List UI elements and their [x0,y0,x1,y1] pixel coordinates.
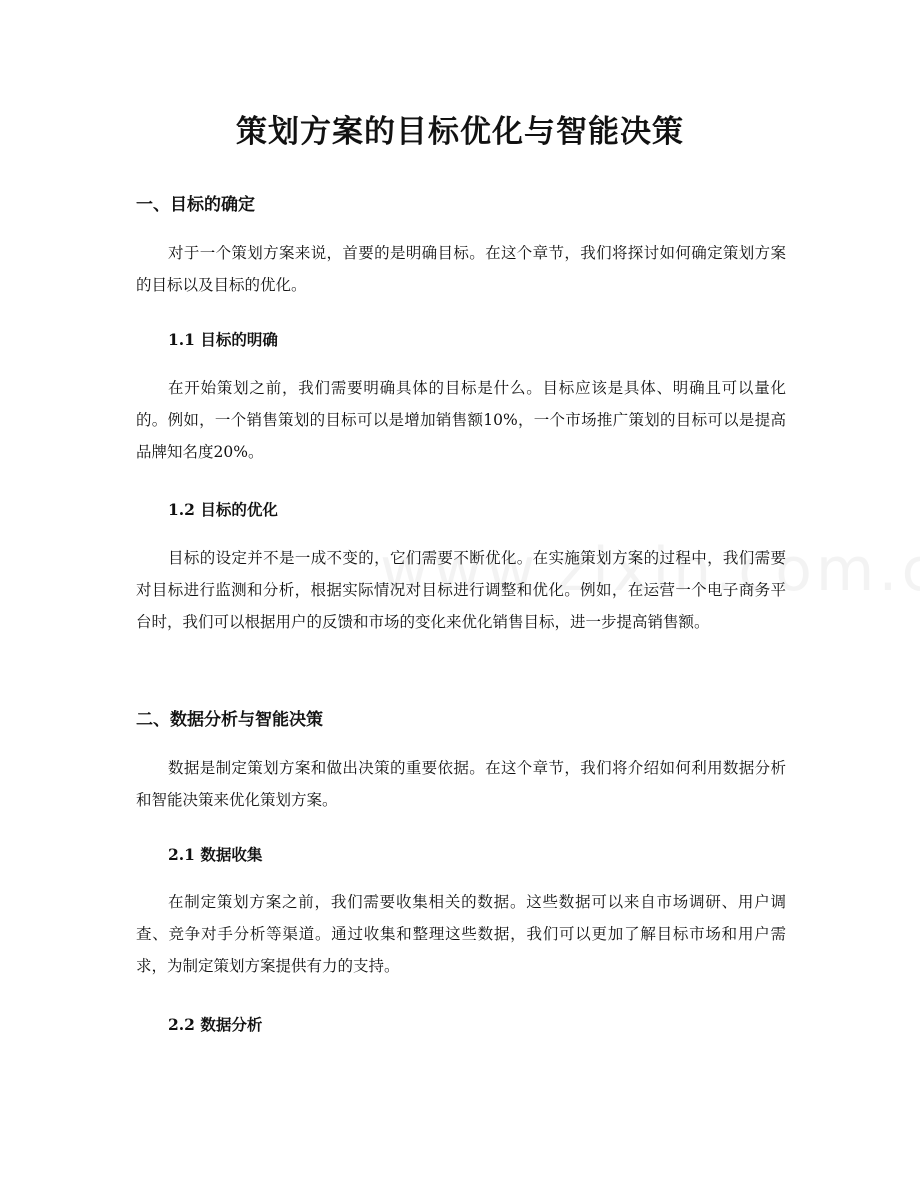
subsection-heading-1-2: 1.2 目标的优化 [168,500,278,519]
subsection-heading-2-2: 2.2 数据分析 [168,1015,263,1034]
subsection-1-2-text: 目标的设定并不是一成不变的，它们需要不断优化。在实施策划方案的过程中，我们需要对目标进行监测和分析，根据实际情况对目标进行调整和优化。例如，在运营一个电子商务平台时，我们可以根据用户的反馈和市场的变化来优化销售目标，进一步提高销售额。 [136,549,786,631]
subsection-1-1-text: 在开始策划之前，我们需要明确具体的目标是什么。目标应该是具体、明确且可以量化的。例如，一个销售策划的目标可以是增加销售额10%，一个市场推广策划的目标可以是提高品牌知名度20%。 [136,379,786,461]
section-1-intro: 对于一个策划方案来说，首要的是明确目标。在这个章节，我们将探讨如何确定策划方案的目标以及目标的优化。 [136,244,786,294]
document-title: 策划方案的目标优化与智能决策 [236,114,684,150]
subsection-heading-2-1: 2.1 数据收集 [168,845,263,864]
section-heading-1: 一、目标的确定 [136,195,255,215]
section-2-intro: 数据是制定策划方案和做出决策的重要依据。在这个章节，我们将介绍如何利用数据分析和智能决策来优化策划方案。 [136,759,786,809]
section-heading-2: 二、数据分析与智能决策 [136,710,323,730]
subsection-heading-1-1: 1.1 目标的明确 [168,330,278,349]
subsection-2-1-text: 在制定策划方案之前，我们需要收集相关的数据。这些数据可以来自市场调研、用户调查、竞争对手分析等渠道。通过收集和整理这些数据，我们可以更加了解目标市场和用户需求，为制定策划方案提供有力的支持。 [136,893,786,975]
